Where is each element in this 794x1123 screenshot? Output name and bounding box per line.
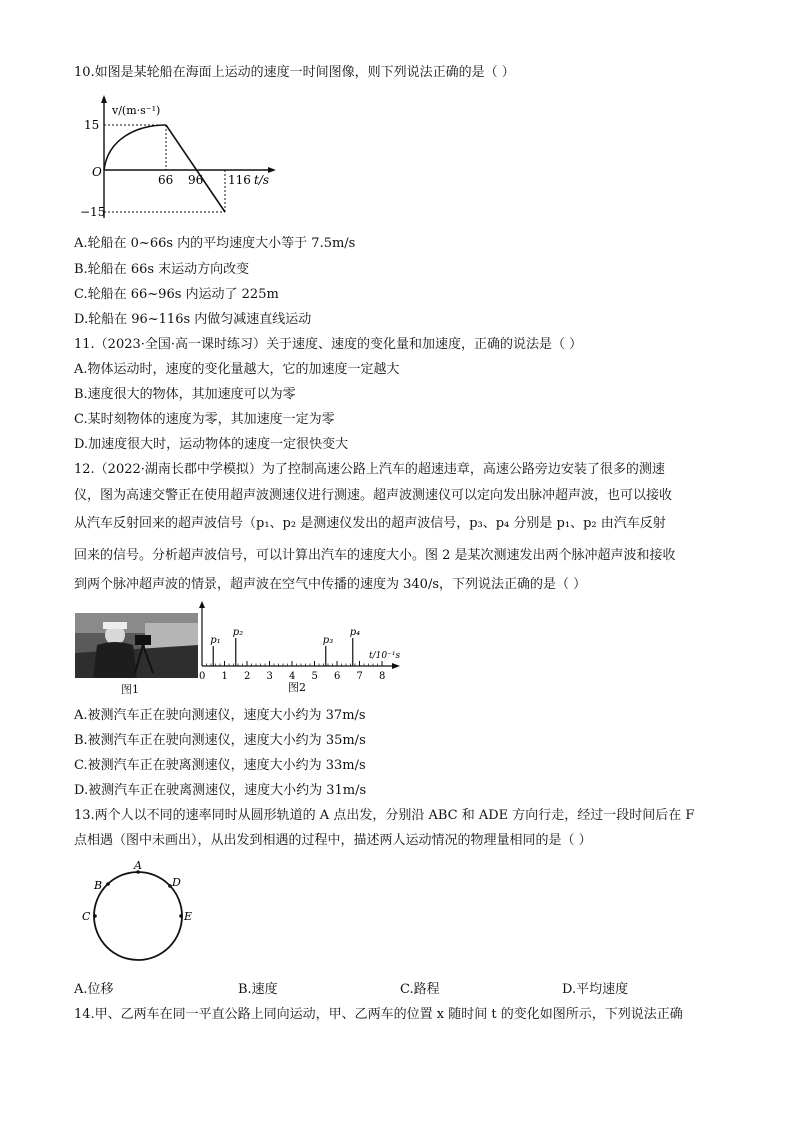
fig1-caption: 图1 [121,683,139,696]
fig2-tick-label: 1 [221,671,228,682]
point-d: D [172,876,181,889]
q11-stem: 11.（2023·全国·高一课时练习）关于速度、速度的变化量和加速度，正确的说法是（ ） [74,337,583,352]
q10-stem: 10.如图是某轮船在海面上运动的速度一时间图像，则下列说法正确的是（ ） [74,65,515,80]
point-c: C [82,910,91,923]
fig2-tick-label: 7 [356,671,363,682]
q11-option-b: B.速度很大的物体，其加速度可以为零 [74,387,296,402]
q14-stem: 14.甲、乙两车在同一平直公路上同向运动，甲、乙两车的位置 x 随时间 t 的变化如图所示，下列说法正确 [74,1007,683,1022]
fig2-tick-label: 4 [289,671,296,682]
origin: O [92,165,102,179]
q13-line-2: 点相遇（图中未画出），从出发到相遇的过程中，描述两人运动情况的物理量相同的是（ ） [74,833,592,848]
ylabel: v/(m·s⁻¹) [112,104,161,117]
q12-option-d: D.被测汽车正在驶离测速仪，速度大小约为 31m/s [74,783,367,798]
q12-option-c: C.被测汽车正在驶离测速仪，速度大小约为 33m/s [74,758,366,773]
fig2-pulse-label-3: p₃ [322,635,334,646]
q10-option-b: B.轮船在 66s 末运动方向改变 [74,262,250,277]
ytick-15: 15 [84,118,100,132]
q12-line-4: 回来的信号。分析超声波信号，可以计算出汽车的速度大小。图 2 是某次测速发出两个脉冲超声波和接收 [74,548,676,563]
q13-circle-track [78,860,198,965]
q12-line-2: 仪，图为高速交警正在使用超声波测速仪进行测速。超声波测速仪可以定向发出脉冲超声波，也可以接收 [74,488,673,503]
fig2-pulse-chart [194,600,404,696]
q11-option-d: D.加速度很大时，运动物体的速度一定很快变大 [74,437,349,452]
fig2-tick-label: 6 [334,671,341,682]
q12-line-3: 从汽车反射回来的超声波信号（p₁、p₂ 是测速仪发出的超声波信号，p₃、p₄ 分别是 p₁、p₂ 由汽车反射 [74,516,666,531]
q13-option-d: D.平均速度 [562,982,629,997]
fig2-tick-label: 5 [311,671,318,682]
fig2-pulse-label-4: p₄ [349,627,361,638]
q12-line-5: 到两个脉冲超声波的情景，超声波在空气中传播的速度为 340/s，下列说法正确的是（ ） [74,577,587,592]
xtick-66: 66 [158,173,174,187]
fig2-pulse-label-2: p₂ [232,627,244,638]
q13-option-a: A.位移 [74,982,114,997]
fig2-caption: 图2 [288,681,306,694]
xlabel: t/s [254,173,270,187]
fig2-tick-label: 8 [379,671,386,682]
q13-option-c: C.路程 [400,982,440,997]
point-a: A [134,860,142,872]
q12-line-1: 12.（2022·湖南长郡中学模拟）为了控制高速公路上汽车的超速违章，高速公路旁边安装了很多的测速 [74,462,665,477]
q10-option-c: C.轮船在 66~96s 内运动了 225m [74,287,279,302]
fig2-tick-label: 3 [266,671,273,682]
q11-option-a: A.物体运动时，速度的变化量越大，它的加速度一定越大 [74,362,400,377]
fig2-pulse-label-1: p₁ [210,635,221,646]
fig2-tick-label: 0 [199,671,206,682]
ytick-neg15: −15 [80,205,106,219]
q11-option-c: C.某时刻物体的速度为零，其加速度一定为零 [74,412,335,427]
q10-option-d: D.轮船在 96~116s 内做匀减速直线运动 [74,312,312,327]
xtick-116: 116 [228,173,251,187]
q13-line-1: 13.两个人以不同的速率同时从圆形轨道的 A 点出发，分别沿 ABC 和 ADE 方向行走，经过一段时间后在 F [74,808,695,823]
fig2-axis-label: t/10⁻¹s [369,651,401,661]
q10-vt-graph [78,92,278,224]
fig1-photo [75,613,198,678]
point-e: E [184,910,193,923]
q13-option-b: B.速度 [238,982,278,997]
point-b: B [94,879,103,892]
q12-option-a: A.被测汽车正在驶向测速仪，速度大小约为 37m/s [74,708,366,723]
fig2-tick-label: 2 [244,671,251,682]
xtick-96: 96 [188,173,204,187]
q10-option-a: A.轮船在 0~66s 内的平均速度大小等于 7.5m/s [74,236,356,251]
q12-option-b: B.被测汽车正在驶向测速仪，速度大小约为 35m/s [74,733,366,748]
